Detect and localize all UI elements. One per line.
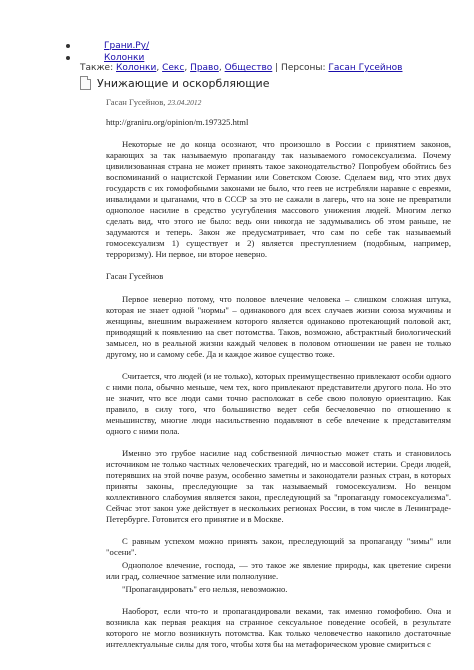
tags-line: Также: Колонки, Секс, Право, Общество | Персоны: Гасан Гусейнов <box>80 63 403 73</box>
article-body <box>106 97 451 661</box>
tag-link-sex[interactable]: Секс <box>162 63 185 73</box>
document-icon <box>80 76 91 90</box>
paragraph: Именно это грубое насилие над собственной личностью может стать и становилось источником не только частных человеческих трагедий, но и массовой истерии. Среди людей, потерявших на этой почве разум, особенно заметны и законодатели разных стран, в которых приняты законы, преследующие за так называемый гомосексуализм. Но венцом коллективного слабоумия является закон, преследующий за "пропаганду гомосексуализма". Сейчас этот закон уже действует в нескольких регионах России, в том числе в Ленинграде-Петербурге. Готовится его принятие и в Москве. <box>106 448 451 524</box>
persons-prefix: | Персоны: <box>275 63 326 73</box>
bullet-icon <box>66 44 70 48</box>
page-title: Унижающие и оскорбляющие <box>97 76 270 90</box>
tag-link-columns[interactable]: Колонки <box>116 63 157 73</box>
title-row <box>80 76 269 90</box>
tag-link-society[interactable]: Общество <box>224 63 273 73</box>
paragraph: Наоборот, если что-то и пропагандировали веками, так именно гомофобию. Она и возникла как первая реакция на странное сексуальное поведение особей, в результате которого не могло возникнуть потомства. Как только человечество накопило достаточные интеллектуальные силы для того, чтобы хотя бы на метафорическом уровне смириться с <box>106 606 451 649</box>
paragraph: Считается, что людей (и не только), которых преимущественно привлекают особи одного с ними пола, обычно меньше, чем тех, кого привлекают представители другого пола. Но это не значит, что все люди сами точно расположат в себе свою половую ориентацию. Как правило, в силу того, что большинство ведет себя бесчеловечно по отношению к меньшинству, многие люди насильственно подавляют в себе влечение к представителям одного с ними пола. <box>106 371 451 436</box>
paragraph: Первое неверно потому, что половое влечение человека – слишком сложная штука, которая не знает одной "нормы" – одинакового для всех случаев жизни союза мужчины и женщины, внешним выражением которого является одинаково протекающий половой акт, приводящий к появлению на свет потомства. Таков, возможно, абстрактный биологический замысел, но в реальной жизни каждый человек в половом отношении не равен не только другому, но и самому себе. Да и каждое живое существо тоже. <box>106 294 451 359</box>
publish-date: 23.04.2012 <box>167 98 202 107</box>
breadcrumb <box>66 40 149 64</box>
breadcrumb-link-grani[interactable]: Грани.Ру/ <box>104 41 150 51</box>
article-url: http://graniru.org/opinion/m.197325.html <box>106 117 249 127</box>
author-line: Гасан Гусейнов, 23.04.2012 <box>106 97 202 107</box>
author-signature: Гасан Гусейнов <box>106 271 164 281</box>
paragraph: Некоторые не до конца осознают, что произошло в России с принятием законов, карающих за так называемую пропаганду так называемого гомосексуализма. Почему цивилизованная страна не может принять такое законодательство? Попробуем обойтись без воспоминаний о нацистской Германии или Советском Союзе. Сделаем вид, что этих двух государств с их гомофобными законами не было, что геев не истребляли наравне с евреями, инвалидами и цыганами, что в СССР за это не сажали в лагерь, что на зоне не превратили однополое насилие в средство усугубления массового унижения людей. Многим легко сделать вид, что этого не было: ведь они никогда не задумывались об этом раньше, не задумаются и теперь. Закон же предусматривает, что сам по себе так называемый гомосексуализм 1) существует и 2) является преступлением (подобным, например, терроризму). Ни первое, ни второе неверно. <box>106 139 451 259</box>
paragraph: Однополое влечение, господа, — это такое же явление природы, как цветение сирени или град, солнечное затмение или полнолуние. <box>106 560 451 581</box>
person-link[interactable]: Гасан Гусейнов <box>328 63 403 73</box>
tags-prefix: Также: <box>80 63 114 73</box>
paragraph: "Пропагандировать" его нельзя, невозможно. <box>122 584 288 594</box>
tag-link-law[interactable]: Право <box>190 63 219 73</box>
breadcrumb-link-columns[interactable]: Колонки <box>104 53 145 63</box>
breadcrumb-item <box>66 40 149 52</box>
bullet-icon <box>66 56 70 60</box>
paragraph: С равным успехом можно принять закон, преследующий за пропаганду "зимы" или "осени". <box>106 536 451 557</box>
author-name: Гасан Гусейнов <box>106 97 164 107</box>
